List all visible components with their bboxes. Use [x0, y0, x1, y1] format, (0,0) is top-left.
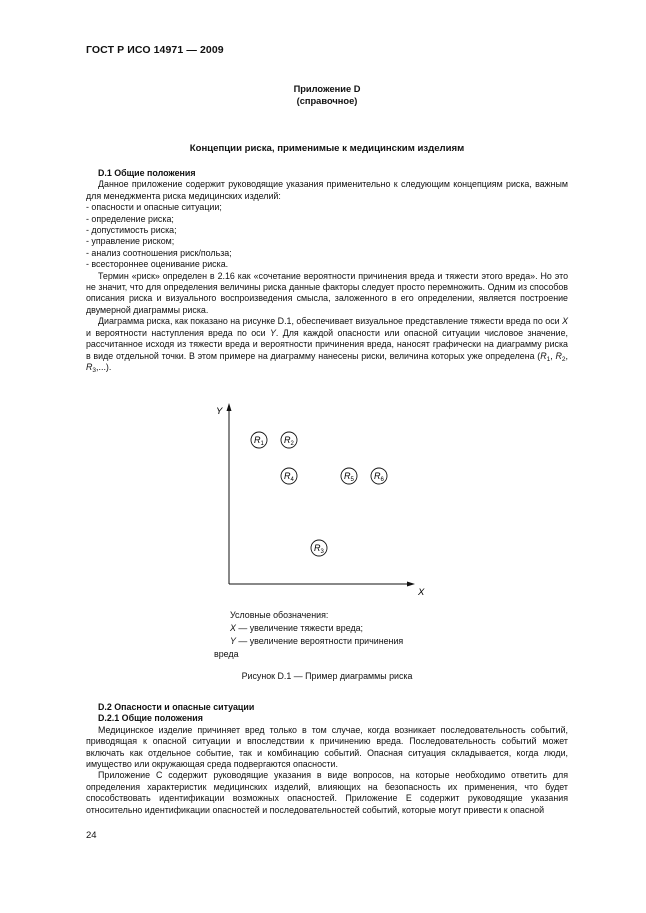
risk-point-r5 — [341, 468, 357, 484]
y-axis-arrow — [227, 403, 232, 411]
list-item: - управление риском; — [86, 236, 175, 247]
figure-caption: Рисунок D.1 — Пример диаграммы риска — [241, 671, 413, 681]
legend-x: X — увеличение тяжести вреда; — [230, 623, 364, 633]
risk-concepts-list — [86, 202, 568, 270]
x-axis-label: X — [418, 587, 425, 598]
d1-paragraph-risk-definition: Термин «риск» определен в 2.16 как «сочетание вероятности причинения вреда и тяжести этого вреда». Но это не значит, что для определения величины риска данные факторы следует просто перемножить. Одним из способов описания риска и визуального воспроизведения смысла, заложенного в его определении, является построение двумерной диаграммы риска. — [86, 270, 568, 315]
risk-point-label: $R_1$ — [254, 435, 264, 447]
risk-point-r1 — [251, 432, 267, 448]
document-header: ГОСТ Р ИСО 14971 — 2009 — [86, 44, 224, 56]
d1-intro: Данное приложение содержит руководящие указания применительно к следующим концепциям риска, важным для менеджмента риска медицинских изделий: — [86, 179, 568, 201]
legend-title: Условные обозначения: — [230, 610, 329, 620]
legend-y-cont: вреда — [214, 649, 239, 659]
list-item: - допустимость риска; — [86, 225, 177, 236]
risk-chart — [200, 398, 440, 598]
list-item: - определение риска; — [86, 213, 174, 224]
d1-heading: D.1 Общие положения — [98, 168, 196, 178]
risk-point-label: $R_2$ — [284, 435, 294, 447]
chart-legend — [214, 609, 474, 661]
risk-point-label: $R_4$ — [284, 471, 294, 483]
risk-point-r6 — [371, 468, 387, 484]
section-title: Концепции риска, применимые к медицинским изделиям — [189, 143, 465, 154]
risk-points — [251, 432, 387, 556]
section-d2 — [86, 702, 568, 816]
risk-point-label: $R_5$ — [344, 471, 354, 483]
d1-paragraph-risk-chart: Диаграмма риска, как показано на рисунке D.1, обеспечивает визуальное представление тяжести вреда по оси X и вероятности наступления вреда по оси Y. Для каждой опасности или опасной ситуации числовое значение, рассчитанное исходя из тяжести вреда и вероятности причинения вреда, наносят графически на диаграмму риска в виде отдельной точки. В этом примере на диаграмму нанесены риски, величина которых уже определена ($R_1$, $R_2$, $R_3$,...). — [86, 316, 568, 374]
risk-point-r4 — [281, 468, 297, 484]
risk-point-label: $R_3$ — [314, 543, 324, 555]
appendix-title: Приложение D — [293, 84, 361, 94]
legend-y: Y — увеличение вероятности причинения — [230, 636, 404, 646]
page-number: 24 — [86, 830, 97, 841]
list-item: - опасности и опасные ситуации; — [86, 202, 222, 213]
list-item: - всестороннее оценивание риска. — [86, 259, 229, 270]
section-d1 — [86, 168, 568, 373]
y-axis-label: Y — [216, 406, 223, 417]
d2-paragraph-annex: Приложение С содержит руководящие указания в виде вопросов, на которые необходимо ответить для определения характеристик медицинских изделий, влияющих на безопасность их применения, что будет способствовать идентификации возможных опасностей. Приложение Е содержит руководящие указания относительно идентификации опасностей и последовательностей событий, которые могут привести к опасной — [86, 770, 568, 815]
x-axis-arrow — [407, 582, 415, 587]
appendix-subtitle: (справочное) — [296, 96, 358, 106]
d2-paragraph-harm: Медицинское изделие причиняет вред только в том случае, когда возникает последовательность событий, приводящая к опасной ситуации и впоследствии к причинению вреда. Последовательность событий может включать как отдельное событие, так и комбинацию событий. Опасная ситуация складывается, когда люди, имущество или окружающая среда подвергаются опасности. — [86, 724, 568, 770]
risk-point-r2 — [281, 432, 297, 448]
d2-heading: D.2 Опасности и опасные ситуации — [98, 702, 255, 712]
risk-point-label: $R_6$ — [374, 471, 384, 483]
list-item: - анализ соотношения риск/польза; — [86, 247, 232, 258]
d2-1-heading: D.2.1 Общие положения — [98, 713, 203, 724]
risk-point-r3 — [311, 540, 327, 556]
